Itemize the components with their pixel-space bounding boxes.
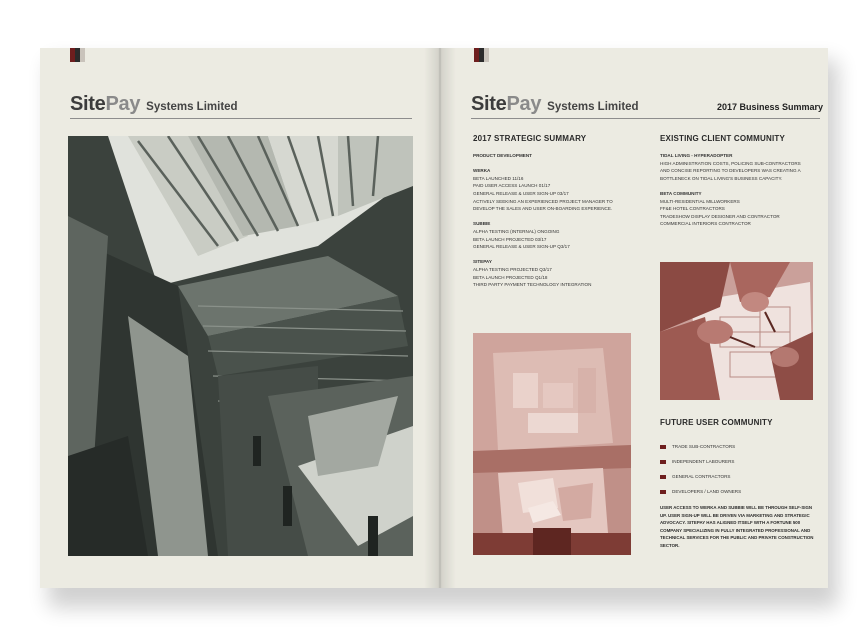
werka-line: BETA LAUNCHED 11/16 [473, 175, 524, 181]
beta-line: MULTI-RESIDENTIAL MILLWORKERS [660, 198, 740, 204]
bullet-square-icon [660, 460, 666, 464]
bullet-square-icon [660, 490, 666, 494]
subbie-label: SUBBIE [473, 221, 491, 227]
bullet-square-icon [660, 445, 666, 449]
list-item: GENERAL CONTRACTORS [660, 469, 741, 484]
sitepay-line: ALPHA TESTING PROJECTED Q3/17 [473, 266, 552, 272]
future-user-paragraph: USER ACCESS TO WERKA AND SUBBIE WILL BE THROUGH SELF-SIGN UP. USER SIGN-UP WILL BE DRIVEN VIA MARKETING AND STRATEGIC ADVOCACY. SITEPAY HAS ALIGNED ITSELF WITH A FORTUNE 500 COMPANY SPECIALIZING IN FULLY INTEGRATED PROFESSIONAL AND TECHNICAL SERVICES FOR THE PUBLIC AND PRIVATE CONSTRUCTION SECTOR. [660, 505, 814, 548]
list-item: INDEPENDENT LABOURERS [660, 454, 741, 469]
right-page [440, 48, 828, 588]
color-marks [70, 48, 85, 62]
existing-client-title: EXISTING CLIENT COMMUNITY [660, 134, 785, 143]
tidal-living-label: TIDAL LIVING - HYPERADOPTER [660, 153, 733, 158]
atrium-photo-icon [68, 136, 413, 556]
beta-line: FF&E HOTEL CONTRACTORS [660, 206, 725, 212]
spine-gutter [424, 48, 456, 588]
list-item: TRADE SUB-CONTRACTORS [660, 439, 741, 454]
architectural-model-photo-icon [473, 333, 631, 555]
beta-community-label: BETA COMMUNITY [660, 190, 702, 196]
tidal-line: AND CONCISE REPORTING TO DEVELOPERS WAS CREATING A [660, 168, 801, 174]
sitepay-label: SITEPAY [473, 259, 492, 265]
tidal-line: HIGH ADMINISTRATION COSTS, POLICING SUB-CONTRACTORS [660, 160, 801, 166]
werka-line: PAID USER ACCESS LAUNCH 01/17 [473, 183, 551, 189]
subbie-line: ALPHA TESTING (INTERNAL) ONGOING [473, 228, 560, 234]
sitepay-line: BETA LAUNCH PROJECTED Q1/18 [473, 274, 548, 280]
strategic-summary-text [473, 152, 643, 289]
strategic-summary-title: 2017 STRATEGIC SUMMARY [473, 134, 587, 143]
left-page [40, 48, 440, 588]
list-item: DEVELOPERS / LAND OWNERS [660, 484, 741, 499]
future-user-list [660, 439, 741, 499]
sitepay-logo: SitePay Systems Limited [471, 93, 639, 115]
beta-line: COMMERCIAL INTERIORS CONTRACTOR [660, 221, 751, 227]
werka-line: GENERAL RELEASE & USER SIGN-UP 03/17 [473, 190, 569, 196]
future-user-title: FUTURE USER COMMUNITY [660, 418, 773, 427]
werka-label: WERKA [473, 168, 491, 174]
werka-line: DEVELOP THE SALES AND USER ON-BOARDING EXPERIENCE. [473, 206, 613, 212]
subbie-line: BETA LAUNCH PROJECTED 03/17 [473, 236, 547, 242]
hands-blueprint-photo-icon [660, 262, 813, 400]
color-marks [474, 48, 489, 62]
header-rule [70, 118, 412, 119]
beta-line: TRADESHOW DISPLAY DESIGNER AND CONTRACTOR [660, 213, 780, 219]
tidal-line: BOTTLENECK ON TIDAL LIVING'S BUSINESS CAPACITY. [660, 175, 783, 181]
bullet-square-icon [660, 475, 666, 479]
subbie-line: GENERAL RELEASE & USER SIGN-UP Q3/17 [473, 244, 570, 250]
sitepay-logo: SitePay Systems Limited [70, 93, 238, 115]
business-summary-title: 2017 Business Summary [717, 102, 824, 112]
existing-client-text [660, 152, 820, 228]
sitepay-line: THIRD PARTY PAYMENT TECHNOLOGY INTEGRATION [473, 282, 592, 288]
werka-line: ACTIVELY SEEKING AN EXPERIENCED PROJECT MANAGER TO [473, 198, 613, 204]
product-development-label: PRODUCT DEVELOPMENT [473, 153, 532, 158]
header-rule [471, 118, 820, 119]
